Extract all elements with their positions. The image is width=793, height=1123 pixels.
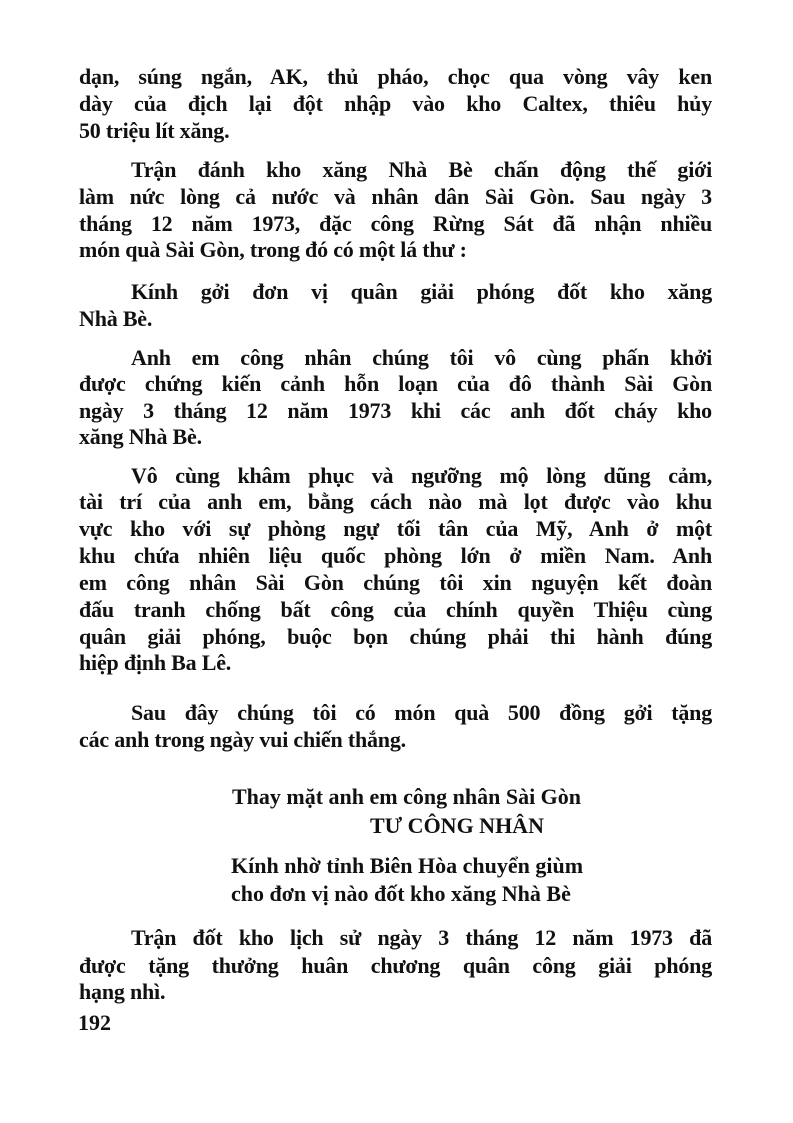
signature-on-behalf: Thay mặt anh em công nhân Sài Gòn: [232, 784, 582, 809]
text-line: các anh trong ngày vui chiến thắng.: [79, 727, 406, 752]
page-number: 192: [78, 1010, 111, 1035]
text-line: khu chứa nhiên liệu quốc phòng lớn ở miền Nam. Anh: [79, 543, 712, 568]
text-line: Vô cùng khâm phục và ngưỡng mộ lòng dũng cảm,: [131, 463, 712, 488]
text-line: hiệp định Ba Lê.: [79, 650, 232, 675]
signature-note: Kính nhờ tỉnh Biên Hòa chuyển giùm: [231, 853, 584, 878]
text-line: vực kho với sự phòng ngự tối tân của Mỹ, Anh ở một: [79, 516, 712, 541]
text-line: Trận đốt kho lịch sử ngày 3 tháng 12 năm 1973 đã: [131, 925, 712, 950]
text-line: được chứng kiến cảnh hỗn loạn của đô thành Sài Gòn: [79, 371, 712, 396]
text-line: món quà Sài Gòn, trong đó có một lá thư :: [79, 237, 467, 262]
text-line: dạn, súng ngắn, AK, thủ pháo, chọc qua vòng vây ken: [79, 64, 712, 89]
text-line: hạng nhì.: [79, 979, 166, 1004]
text-line: xăng Nhà Bè.: [79, 424, 202, 449]
text-line: 50 triệu lít xăng.: [79, 118, 230, 143]
text-line: Sau đây chúng tôi có món quà 500 đồng gởi tặng: [131, 700, 712, 725]
signature-name: TƯ CÔNG NHÂN: [370, 813, 544, 838]
text-line: Trận đánh kho xăng Nhà Bè chấn động thế giới: [131, 157, 712, 182]
text-line: tài trí của anh em, bằng cách nào mà lọt được vào khu: [79, 489, 712, 514]
text-line: làm nức lòng cả nước và nhân dân Sài Gòn. Sau ngày 3: [79, 184, 712, 209]
text-line: được tặng thưởng huân chương quân công giải phóng: [79, 953, 712, 978]
text-line: Anh em công nhân chúng tôi vô cùng phấn khởi: [131, 345, 712, 370]
text-line: dày của địch lại đột nhập vào kho Caltex, thiêu hủy: [79, 91, 712, 116]
text-line: Kính gởi đơn vị quân giải phóng đốt kho xăng: [131, 279, 712, 304]
text-line: ngày 3 tháng 12 năm 1973 khi các anh đốt cháy kho: [79, 398, 712, 423]
text-line: đấu tranh chống bất công của chính quyền Thiệu cùng: [79, 597, 712, 622]
text-line: quân giải phóng, buộc bọn chúng phải thi hành đúng: [79, 624, 712, 649]
signature-note: cho đơn vị nào đốt kho xăng Nhà Bè: [231, 881, 571, 906]
text-line: Nhà Bè.: [79, 306, 153, 331]
text-line: em công nhân Sài Gòn chúng tôi xin nguyện kết đoàn: [79, 570, 712, 595]
text-line: tháng 12 năm 1973, đặc công Rừng Sát đã nhận nhiều: [79, 211, 712, 236]
